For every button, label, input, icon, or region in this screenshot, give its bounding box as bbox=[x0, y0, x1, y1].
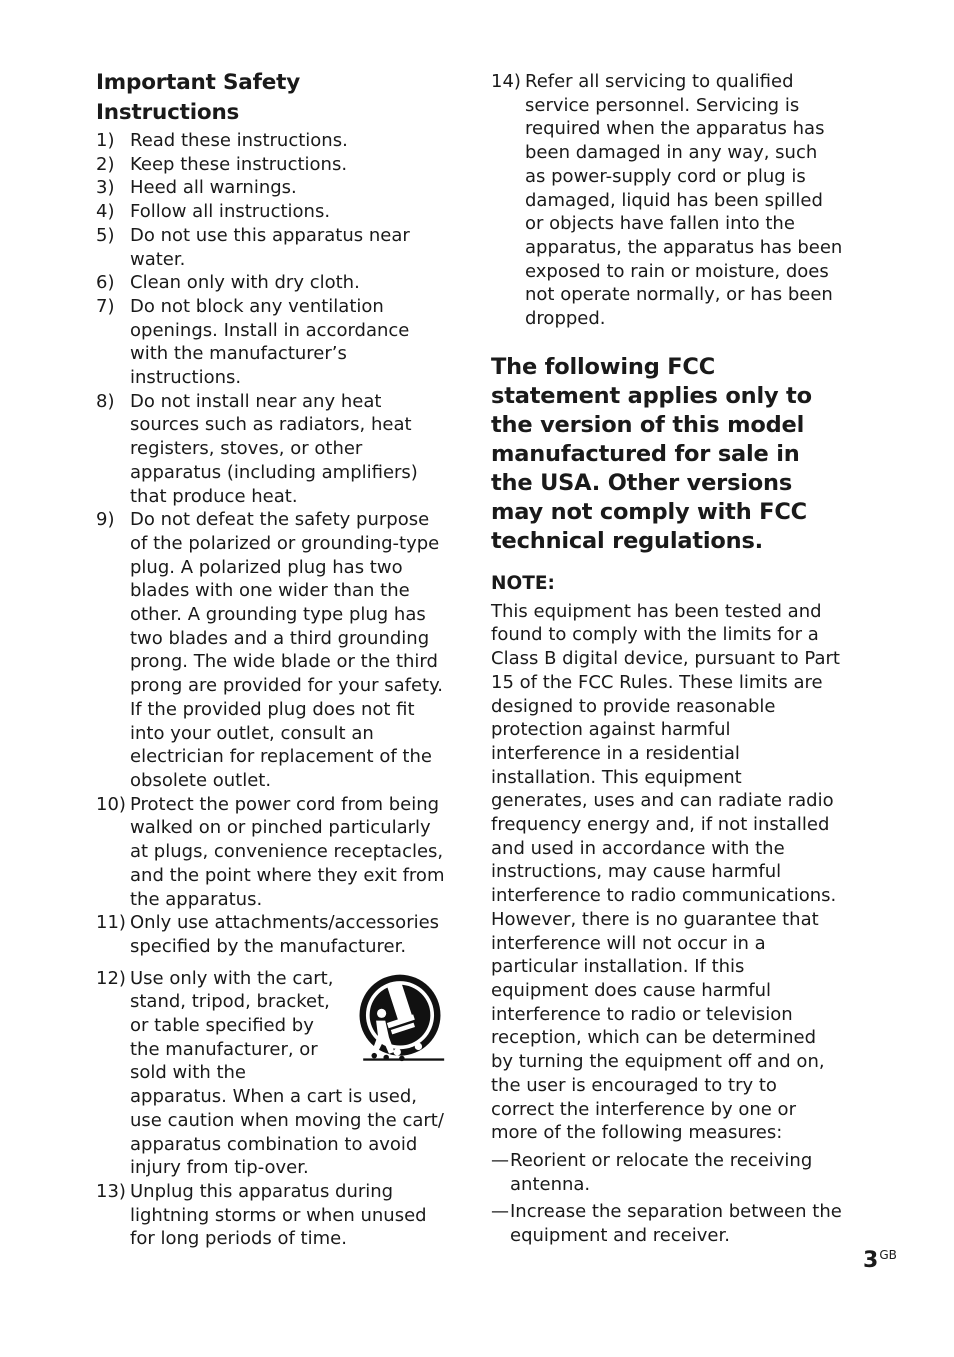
fcc-paragraph-2: However, there is no guarantee that interference will not occur in a particular installation. If this equipment does cause harmful interference to radio or television reception, which can be determined by turning the equipment off and on, the user is encouraged to try to correct the interference by one or more of the following measures: bbox=[491, 908, 825, 1144]
item-text: Do not block any ventilation openings. Install in accordance with the manufacturer’s instructions. bbox=[130, 295, 410, 389]
safety-list bbox=[96, 129, 448, 1251]
item-number: 12) bbox=[96, 967, 126, 989]
list-item bbox=[96, 224, 448, 271]
list-item bbox=[96, 153, 448, 177]
page-number-value: 3 bbox=[863, 1248, 879, 1273]
item-text: Read these instructions. bbox=[130, 130, 348, 151]
dash-mark: — bbox=[491, 1201, 509, 1223]
measure-item bbox=[491, 1149, 843, 1196]
item-number: 9) bbox=[96, 509, 115, 531]
fcc-paragraph-1: This equipment has been tested and found to comply with the limits for a Class B digital device, pursuant to Part 15 of the FCC Rules. These limits are designed to provide reasonable protection against harmful interference in a residential installation. This equipment generates, uses and can radiate radio frequency energy and, if not installed and used in accordance with the instructions, may cause harmful interference to radio communications. bbox=[491, 600, 840, 907]
item-text: Keep these instructions. bbox=[130, 153, 348, 175]
item-number: 11) bbox=[96, 912, 126, 934]
cart-tip-over-warning-icon bbox=[354, 971, 446, 1063]
item-number: 8) bbox=[96, 390, 115, 412]
item-number: 2) bbox=[96, 153, 115, 175]
item-text: Unplug this apparatus during lightning storms or when unused for long periods of time. bbox=[130, 1180, 427, 1250]
item-number: 10) bbox=[96, 793, 126, 815]
item-number: 14) bbox=[491, 71, 521, 92]
list-item bbox=[96, 176, 448, 200]
item-text: Heed all warnings. bbox=[130, 177, 297, 199]
item-text: Protect the power cord from being walked on or pinched particularly at plugs, convenience receptacles, and the point where they exit from the apparatus. bbox=[130, 793, 445, 910]
list-item bbox=[491, 70, 843, 331]
item-number: 3) bbox=[96, 177, 115, 199]
list-item bbox=[96, 295, 448, 390]
measure-text: Increase the separation between the equipment and receiver. bbox=[510, 1201, 842, 1247]
fcc-heading: The following FCC statement applies only to the version of this model manufactured for sale in the USA. Other versions may not comply with FCC technical regulations. bbox=[491, 353, 812, 554]
item-number: 7) bbox=[96, 295, 115, 317]
safety-title: Important Safety Instructions bbox=[96, 70, 301, 125]
list-item bbox=[96, 390, 448, 509]
left-column bbox=[96, 68, 448, 1251]
list-item bbox=[96, 967, 448, 1180]
note-label: NOTE: bbox=[491, 572, 555, 594]
list-item bbox=[96, 200, 448, 224]
item-text-continued: apparatus. When a cart is used, use caution when moving the cart/ apparatus combination to avoid injury from tip-over. bbox=[130, 1086, 444, 1179]
measure-item bbox=[491, 1200, 843, 1247]
item-number: 13) bbox=[96, 1180, 126, 1202]
right-column bbox=[491, 70, 843, 1248]
item-number: 1) bbox=[96, 130, 115, 151]
list-item bbox=[96, 911, 448, 958]
item-text: Refer all servicing to qualified service personnel. Servicing is required when the apparatus has been damaged in any way, such as power-supply cord or plug is damaged, liquid has been spilled or objects have fallen into the apparatus, the apparatus has been exposed to rain or moisture, does not operate normally, or has been dropped. bbox=[525, 71, 843, 330]
item-text: Follow all instructions. bbox=[130, 201, 331, 223]
item-text: Do not defeat the safety purpose of the polarized or grounding-type plug. A polarized plug has two blades with one wider than the other. A grounding type plug has two blades and a third grounding prong. The wide blade or the third prong are provided for your safety. If the provided plug does not fit into your outlet, consult an electrician for replacement of the obsolete outlet. bbox=[130, 509, 443, 791]
measure-text: Reorient or relocate the receiving antenna. bbox=[510, 1149, 813, 1195]
item-text: Do not use this apparatus near water. bbox=[130, 224, 410, 270]
list-item bbox=[96, 1180, 448, 1251]
page-number bbox=[863, 1248, 897, 1273]
item-text: Do not install near any heat sources such as radiators, heat registers, stoves, or other apparatus (including amplifiers) that produce heat. bbox=[130, 390, 418, 507]
item-number: 5) bbox=[96, 224, 115, 246]
item-text-wrapped: Use only with the cart, stand, tripod, bracket, or table specified by the manufacturer, or sold with the bbox=[130, 967, 334, 1084]
item-number: 6) bbox=[96, 272, 115, 294]
dash-mark: — bbox=[491, 1149, 509, 1171]
list-item bbox=[96, 271, 448, 295]
safety-list-continued bbox=[491, 70, 843, 331]
item-text: Only use attachments/accessories specified by the manufacturer. bbox=[130, 912, 440, 957]
list-item bbox=[96, 508, 448, 792]
page-region: GB bbox=[879, 1248, 897, 1262]
item-text: Clean only with dry cloth. bbox=[130, 272, 360, 294]
item-number: 4) bbox=[96, 201, 115, 223]
list-item bbox=[96, 129, 448, 153]
list-item bbox=[96, 793, 448, 912]
